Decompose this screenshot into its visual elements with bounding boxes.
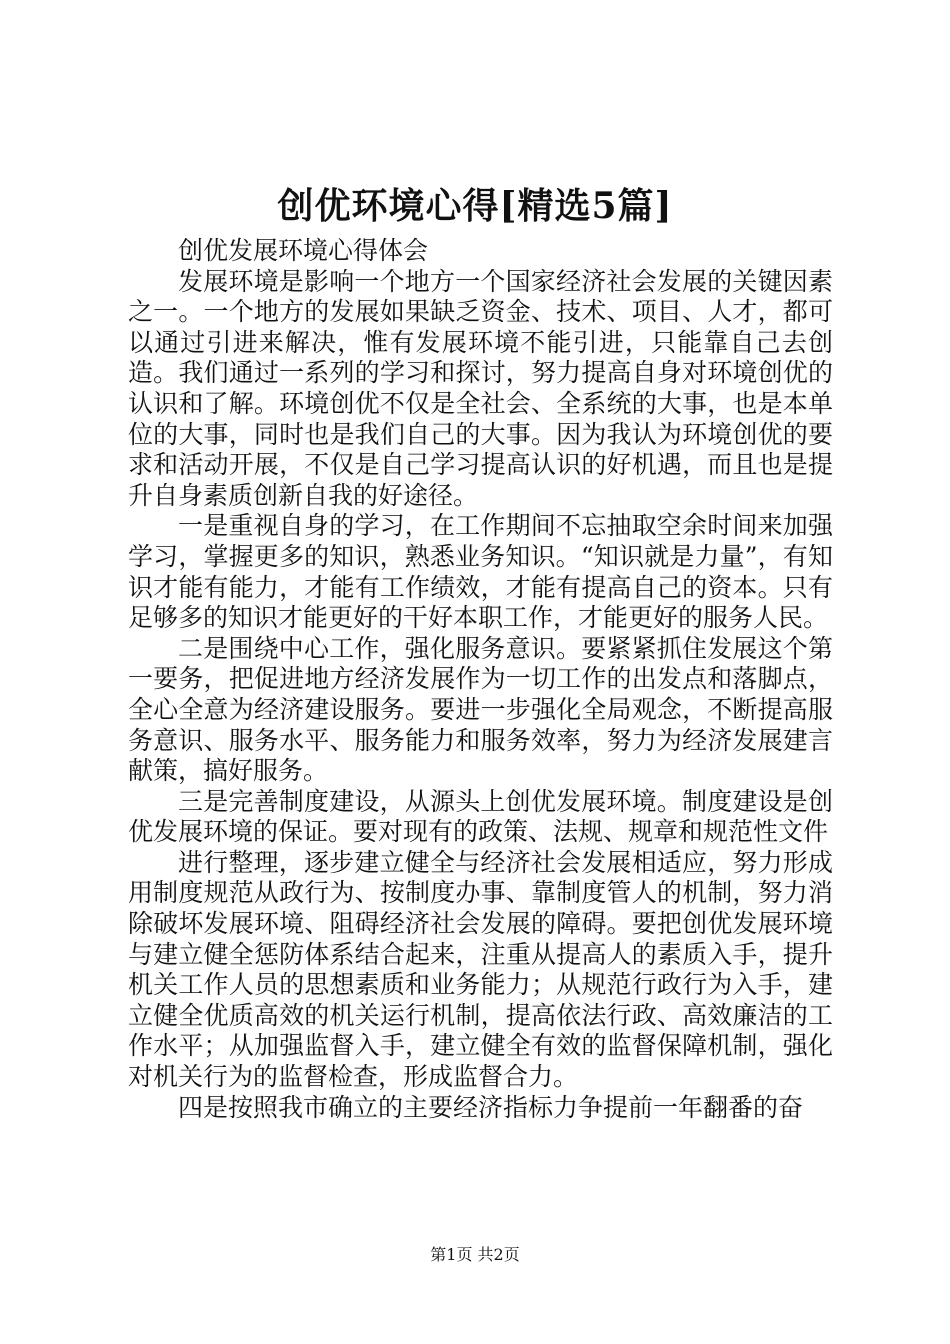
paragraph-intro: 发展环境是影响一个地方一个国家经济社会发展的关键因素之一。一个地方的发展如果缺乏资金、技术、项目、人才，都可以通过引进来解决，惟有发展环境不能引进，只能靠自己去创造。我们通过一系列的学习和探讨，努力提高自身对环境创优的认识和了解。环境创优不仅是全社会、全系统的大事，也是本单位的大事，同时也是我们自己的大事。因为我认为环境创优的要求和活动开展，不仅是自己学习提高认识的好机遇，而且也是提升自身素质创新自我的好途径。 [128,266,833,510]
paragraph-point-four: 四是按照我市确立的主要经济指标力争提前一年翻番的奋 [178,1092,804,1122]
paragraph-point-three: 三是完善制度建设，从源头上创优发展环境。制度建设是创优发展环境的保证。要对现有的政策、法规、规章和规范性文件 [128,786,833,847]
paragraph-point-three-continued: 进行整理，逐步建立健全与经济社会发展相适应，努力形成用制度规范从政行为、按制度办事、靠制度管人的机制，努力消除破坏发展环境、阻碍经济社会发展的障碍。要把创优发展环境与建立健全惩防体系结合起来，注重从提高人的素质入手，提升机关工作人员的思想素质和业务能力；从规范行政行为入手，建立健全优质高效的机关运行机制，提高依法行政、高效廉洁的工作水平；从加强监督入手，建立健全有效的监督保障机制，强化对机关行为的监督检查，形成监督合力。 [128,847,833,1092]
page-title: 创优环境心得[精选5篇] [277,185,673,227]
subtitle-paragraph: 创优发展环境心得体会 [178,236,429,265]
page-number-footer: 第1页 共2页 [430,1245,520,1264]
paragraph-point-two: 二是围绕中心工作，强化服务意识。要紧紧抓住发展这个第一要务，把促进地方经济发展作为一切工作的出发点和落脚点，全心全意为经济建设服务。要进一步强化全局观念，不断提高服务意识、服务水平、服务能力和服务效率，努力为经济发展建言献策，搞好服务。 [128,633,833,786]
paragraph-point-one: 一是重视自身的学习，在工作期间不忘抽取空余时间来加强学习，掌握更多的知识，熟悉业务知识。“知识就是力量”，有知识才能有能力，才能有工作绩效，才能有提高自己的资本。只有足够多的知识才能更好的干好本职工作，才能更好的服务人民。 [128,511,833,633]
document-body [128,236,833,1123]
